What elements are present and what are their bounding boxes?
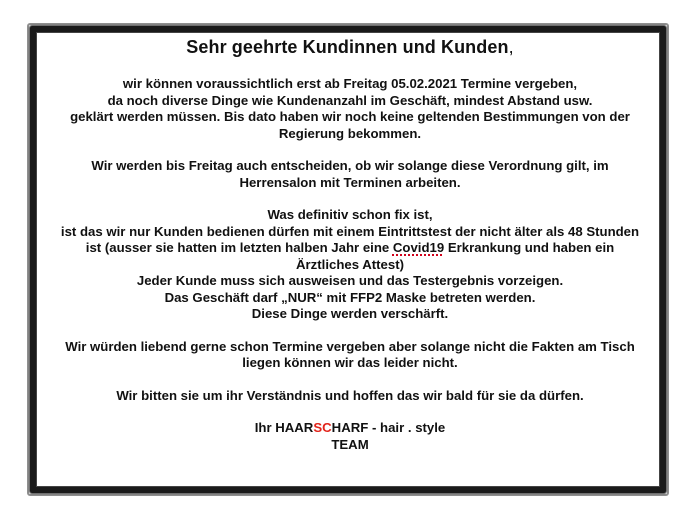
text-line [40, 240, 660, 257]
paragraph-rules [40, 207, 660, 323]
text-line: Jeder Kunde muss sich ausweisen und das Testergebnis vorzeigen. [136, 273, 564, 288]
text-line: liegen können wir das leider nicht. [242, 355, 458, 370]
signature-team: TEAM [331, 436, 369, 452]
text-line: Wir bitten sie um ihr Verständnis und hoffen das wir bald für sie da dürfen. [116, 387, 584, 403]
paragraph-understanding [40, 388, 660, 405]
text-line: Diese Dinge werden verschärft. [251, 306, 449, 321]
text-line: Das Geschäft darf „NUR“ mit FFP2 Maske betreten werden. [164, 289, 536, 305]
text-line: Regierung bekommen. [278, 125, 422, 141]
paragraph-appointments [40, 76, 660, 142]
paragraph-herrensalon [40, 158, 660, 191]
signature [40, 420, 660, 453]
brand-part-accent: SC [313, 420, 332, 435]
text-line: wir können voraussichtlich erst ab Freitag 05.02.2021 Termine vergeben, [122, 76, 578, 91]
notice-content [40, 34, 660, 453]
text-line: Was definitiv schon fix ist, [267, 207, 433, 222]
signature-prefix: Ihr [254, 420, 276, 435]
text-fragment: ist (ausser sie hatten im letzten halben Jahr eine [85, 240, 393, 255]
text-fragment: Erkrankung und haben ein [444, 240, 615, 255]
text-line: Herrensalon mit Terminen arbeiten. [239, 174, 461, 190]
notice-title [40, 34, 660, 60]
title-text: Sehr geehrte Kundinnen und Kunden [186, 37, 509, 57]
text-line: Ärztliches Attest) [296, 256, 404, 272]
text-line: Wir würden liebend gerne schon Termine vergeben aber solange nicht die Fakten am Tisch [65, 338, 635, 354]
text-line: ist das wir nur Kunden bedienen dürfen mit einem Eintrittstest der nicht älter als 48 Stunden [60, 223, 640, 239]
brand-part-a: HAAR [275, 420, 314, 435]
paragraph-facts [40, 339, 660, 372]
text-line: da noch diverse Dinge wie Kundenanzahl im Geschäft, mindest Abstand usw. [107, 92, 593, 108]
text-line: Wir werden bis Freitag auch entscheiden, ob wir solange diese Verordnung gilt, im [91, 158, 609, 173]
brand-part-c: HARF - hair . style [331, 420, 446, 435]
text-line: geklärt werden müssen. Bis dato haben wir noch keine geltenden Bestimmungen von der [70, 109, 630, 124]
signature-line [40, 420, 660, 437]
covid-word: Covid19 [392, 240, 445, 255]
title-comma: , [508, 37, 514, 57]
